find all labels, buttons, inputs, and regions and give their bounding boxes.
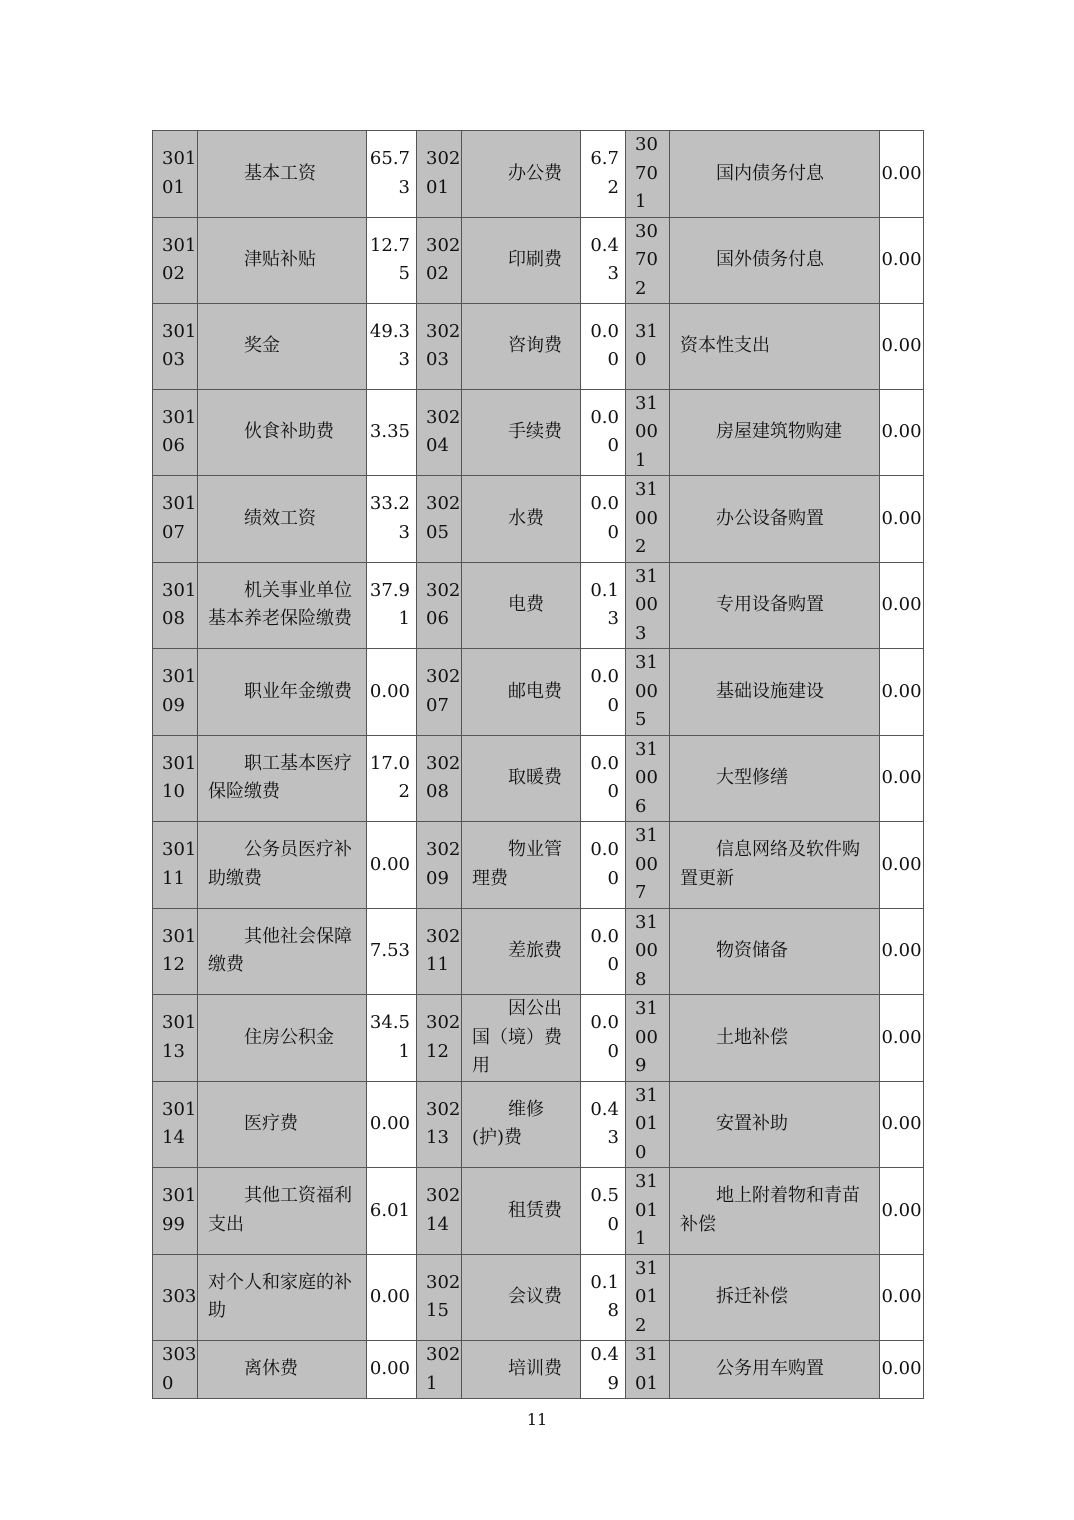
- account-name: 手续费: [462, 389, 581, 476]
- account-code: 30109: [153, 649, 198, 736]
- amount-value: 0.00: [880, 735, 924, 822]
- table-row: [153, 217, 924, 304]
- account-name: 机关事业单位基本养老保险缴费: [198, 562, 367, 649]
- account-code: 30205: [417, 476, 462, 563]
- account-code: 30215: [417, 1254, 462, 1341]
- account-code: 30111: [153, 822, 198, 909]
- account-code: 30702: [626, 217, 670, 304]
- account-code: 31009: [626, 995, 670, 1082]
- amount-value: 0.00: [581, 908, 626, 995]
- table-row: [153, 735, 924, 822]
- account-name: 离休费: [198, 1341, 367, 1399]
- account-name: 地上附着物和青苗补偿: [670, 1168, 880, 1255]
- amount-value: 12.75: [367, 217, 417, 304]
- account-name: 其他社会保障缴费: [198, 908, 367, 995]
- amount-value: 0.49: [581, 1341, 626, 1399]
- amount-value: 0.18: [581, 1254, 626, 1341]
- account-code: 30201: [417, 131, 462, 218]
- account-name: 邮电费: [462, 649, 581, 736]
- account-code: 30214: [417, 1168, 462, 1255]
- account-name: 住房公积金: [198, 995, 367, 1082]
- amount-value: 7.53: [367, 908, 417, 995]
- account-code: 31003: [626, 562, 670, 649]
- account-name: 安置补助: [670, 1081, 880, 1168]
- amount-value: 0.00: [880, 1168, 924, 1255]
- table-row: [153, 131, 924, 218]
- account-code: 30103: [153, 304, 198, 390]
- amount-value: 0.00: [880, 1081, 924, 1168]
- amount-value: 0.00: [880, 562, 924, 649]
- amount-value: 0.00: [367, 1081, 417, 1168]
- table-row: [153, 562, 924, 649]
- table-row: [153, 995, 924, 1082]
- account-code: 30701: [626, 131, 670, 218]
- table-row: [153, 908, 924, 995]
- account-name: 信息网络及软件购置更新: [670, 822, 880, 909]
- account-name: 津贴补贴: [198, 217, 367, 304]
- account-name: 会议费: [462, 1254, 581, 1341]
- account-name: 公务用车购置: [670, 1341, 880, 1399]
- account-name: 基本工资: [198, 131, 367, 218]
- amount-value: 0.00: [880, 995, 924, 1082]
- page-number: 11: [526, 1410, 548, 1429]
- amount-value: 6.72: [581, 131, 626, 218]
- account-code: 3030: [153, 1341, 198, 1399]
- budget-expenditure-table: [152, 130, 924, 1399]
- account-code: 30114: [153, 1081, 198, 1168]
- table-row: [153, 1168, 924, 1255]
- amount-value: 0.00: [880, 1341, 924, 1399]
- account-name: 咨询费: [462, 304, 581, 390]
- account-name: 物业管理费: [462, 822, 581, 909]
- account-code: 30204: [417, 389, 462, 476]
- table-row: [153, 1254, 924, 1341]
- table-row: [153, 304, 924, 390]
- amount-value: 0.00: [581, 822, 626, 909]
- account-name: 国内债务付息: [670, 131, 880, 218]
- account-name: 基础设施建设: [670, 649, 880, 736]
- amount-value: 0.13: [581, 562, 626, 649]
- account-name: 伙食补助费: [198, 389, 367, 476]
- account-code: 30203: [417, 304, 462, 390]
- account-code: 30213: [417, 1081, 462, 1168]
- account-code: 30107: [153, 476, 198, 563]
- table-row: [153, 1081, 924, 1168]
- amount-value: 0.00: [581, 995, 626, 1082]
- amount-value: 0.43: [581, 1081, 626, 1168]
- table-row: [153, 476, 924, 563]
- account-name: 租赁费: [462, 1168, 581, 1255]
- account-code: 30202: [417, 217, 462, 304]
- account-name: 土地补偿: [670, 995, 880, 1082]
- account-name: 公务员医疗补助缴费: [198, 822, 367, 909]
- amount-value: 0.00: [880, 649, 924, 736]
- amount-value: 0.00: [880, 131, 924, 218]
- account-name: 差旅费: [462, 908, 581, 995]
- amount-value: 0.00: [581, 304, 626, 390]
- account-name: 因公出国（境）费用: [462, 995, 581, 1082]
- amount-value: 0.00: [880, 1254, 924, 1341]
- amount-value: 0.00: [367, 1341, 417, 1399]
- account-code: 31010: [626, 1081, 670, 1168]
- account-code: 30199: [153, 1168, 198, 1255]
- amount-value: 0.00: [880, 908, 924, 995]
- account-code: 3021: [417, 1341, 462, 1399]
- account-code: 31002: [626, 476, 670, 563]
- account-code: 30211: [417, 908, 462, 995]
- amount-value: 0.00: [581, 735, 626, 822]
- account-code: 30102: [153, 217, 198, 304]
- account-code: 31006: [626, 735, 670, 822]
- account-name: 维修(护)费: [462, 1081, 581, 1168]
- account-name: 房屋建筑物购建: [670, 389, 880, 476]
- account-code: 30209: [417, 822, 462, 909]
- account-name: 职工基本医疗保险缴费: [198, 735, 367, 822]
- account-name: 办公费: [462, 131, 581, 218]
- account-code: 30113: [153, 995, 198, 1082]
- amount-value: 34.51: [367, 995, 417, 1082]
- account-code: 30207: [417, 649, 462, 736]
- amount-value: 0.00: [880, 217, 924, 304]
- account-name: 绩效工资: [198, 476, 367, 563]
- account-name: 培训费: [462, 1341, 581, 1399]
- account-code: 31012: [626, 1254, 670, 1341]
- amount-value: 0.00: [367, 649, 417, 736]
- amount-value: 49.33: [367, 304, 417, 390]
- account-name: 拆迁补偿: [670, 1254, 880, 1341]
- account-code: 30106: [153, 389, 198, 476]
- amount-value: 0.00: [367, 822, 417, 909]
- account-code: 30212: [417, 995, 462, 1082]
- account-code: 31011: [626, 1168, 670, 1255]
- account-code: 30110: [153, 735, 198, 822]
- account-code: 31007: [626, 822, 670, 909]
- account-name: 对个人和家庭的补助: [198, 1254, 367, 1341]
- account-code: 303: [153, 1254, 198, 1341]
- account-code: 310: [626, 304, 670, 390]
- account-name: 奖金: [198, 304, 367, 390]
- account-name: 电费: [462, 562, 581, 649]
- table-row: [153, 822, 924, 909]
- account-code: 30112: [153, 908, 198, 995]
- amount-value: 0.00: [367, 1254, 417, 1341]
- account-code: 3101: [626, 1341, 670, 1399]
- account-name: 印刷费: [462, 217, 581, 304]
- account-name: 资本性支出: [670, 304, 880, 390]
- account-name: 职业年金缴费: [198, 649, 367, 736]
- amount-value: 0.43: [581, 217, 626, 304]
- account-code: 30108: [153, 562, 198, 649]
- amount-value: 0.00: [880, 476, 924, 563]
- account-name: 水费: [462, 476, 581, 563]
- amount-value: 3.35: [367, 389, 417, 476]
- amount-value: 65.73: [367, 131, 417, 218]
- amount-value: 17.02: [367, 735, 417, 822]
- account-name: 大型修缮: [670, 735, 880, 822]
- account-code: 30206: [417, 562, 462, 649]
- amount-value: 0.00: [880, 389, 924, 476]
- amount-value: 0.00: [581, 389, 626, 476]
- table-row: [153, 389, 924, 476]
- account-name: 医疗费: [198, 1081, 367, 1168]
- account-name: 取暖费: [462, 735, 581, 822]
- account-code: 30208: [417, 735, 462, 822]
- account-name: 专用设备购置: [670, 562, 880, 649]
- account-code: 31001: [626, 389, 670, 476]
- account-name: 物资储备: [670, 908, 880, 995]
- amount-value: 0.00: [880, 304, 924, 390]
- account-name: 其他工资福利支出: [198, 1168, 367, 1255]
- amount-value: 0.50: [581, 1168, 626, 1255]
- amount-value: 0.00: [880, 822, 924, 909]
- amount-value: 0.00: [581, 649, 626, 736]
- account-code: 30101: [153, 131, 198, 218]
- amount-value: 33.23: [367, 476, 417, 563]
- amount-value: 6.01: [367, 1168, 417, 1255]
- table-row: [153, 649, 924, 736]
- account-name: 办公设备购置: [670, 476, 880, 563]
- amount-value: 0.00: [581, 476, 626, 563]
- table-row: [153, 1341, 924, 1399]
- account-name: 国外债务付息: [670, 217, 880, 304]
- account-code: 31008: [626, 908, 670, 995]
- account-code: 31005: [626, 649, 670, 736]
- amount-value: 37.91: [367, 562, 417, 649]
